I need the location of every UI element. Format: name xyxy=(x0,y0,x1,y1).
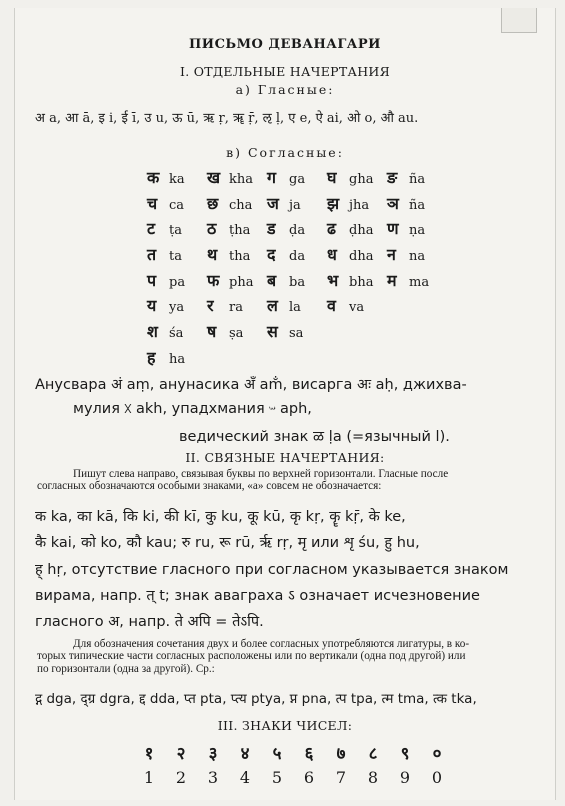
consonant-cell xyxy=(327,294,387,316)
consonant-cell xyxy=(327,269,387,291)
consonant-cell xyxy=(147,243,207,265)
consonant-row xyxy=(147,166,447,192)
ligature-examples-line-2: कै kai, को ko, कौ kau; रु ru, रू rū, रृ rṛ, मृ или शृ śu, हु hu, xyxy=(35,535,420,551)
consonant-cell xyxy=(207,294,267,316)
consonant-translit: ya xyxy=(169,300,185,316)
devanagari-numeral: ५ xyxy=(272,744,282,764)
consonant-glyph: ल xyxy=(267,296,278,316)
consonant-glyph: ण xyxy=(387,219,399,239)
consonant-glyph: झ xyxy=(327,193,340,213)
consonant-cell xyxy=(387,192,447,214)
devanagari-numeral: ६ xyxy=(304,744,314,764)
consonant-translit: ṣa xyxy=(229,326,244,342)
latin-numeral: 7 xyxy=(335,768,347,787)
consonant-cell xyxy=(387,243,447,265)
consonant-translit: ña xyxy=(409,172,426,187)
consonant-row xyxy=(147,320,447,346)
consonant-translit: ṭa xyxy=(169,223,182,239)
consonant-row xyxy=(147,269,447,295)
consonant-translit: ca xyxy=(169,197,185,213)
consonant-cell xyxy=(267,320,327,342)
vowels-subheading: а) Гласные: xyxy=(235,82,335,97)
consonant-cell xyxy=(207,320,267,342)
consonant-glyph: म xyxy=(387,270,397,290)
latin-numeral: 9 xyxy=(399,768,411,787)
consonant-translit: ṭha xyxy=(229,223,251,239)
anusvara-line: Анусвара अं aṃ, анунасика अँ am̐, висарга अः aḥ, джихва- xyxy=(35,377,467,393)
consonant-glyph: ह xyxy=(147,347,156,367)
consonant-glyph: भ xyxy=(327,270,339,290)
consonant-translit: tha xyxy=(229,249,251,265)
consonant-glyph: श xyxy=(147,322,158,342)
latin-numeral: 6 xyxy=(303,768,315,787)
consonant-glyph: क xyxy=(147,168,160,187)
consonant-row xyxy=(147,192,447,218)
virama-line-1: ह् hṛ, отсутствие гласного при согласном указывается знаком xyxy=(35,562,509,578)
consonant-glyph: ट xyxy=(147,219,156,239)
vowels-line: अ a, आ ā, इ i, ई ī, उ u, ऊ ū, ऋ ṛ, ॠ ṝ, ऌ ḷ, ए e, ऐ ai, ओ o, औ au. xyxy=(35,111,419,126)
consonant-glyph: घ xyxy=(327,168,337,187)
consonant-translit: ma xyxy=(409,274,430,290)
devanagari-numeral: ७ xyxy=(336,744,346,764)
consonant-glyph: द xyxy=(267,245,276,265)
latin-numeral: 2 xyxy=(175,768,187,787)
latin-numerals xyxy=(133,768,453,787)
consonant-cell xyxy=(327,217,387,239)
consonant-glyph: च xyxy=(147,193,158,213)
virama-line-2: вирама, напр. त् t; знак аваграха ऽ означает исчезновение xyxy=(35,588,480,604)
consonant-translit: ra xyxy=(229,300,243,316)
consonant-translit: pa xyxy=(169,274,186,290)
consonant-cell xyxy=(147,269,207,291)
consonant-translit: ta xyxy=(169,249,182,265)
consonant-cell xyxy=(267,217,327,239)
consonant-translit: gha xyxy=(349,172,374,187)
consonant-cell xyxy=(327,166,387,188)
consonant-glyph: ढ xyxy=(327,219,337,239)
ligature-examples-line-1: क ka, का kā, कि ki, की kī, कु ku, कू kū, कृ kṛ, कॄ kṝ, के ke, xyxy=(35,509,406,525)
consonant-cell xyxy=(147,320,207,342)
devanagari-numeral: २ xyxy=(176,744,186,764)
devanagari-numeral: ० xyxy=(432,744,442,764)
consonant-translit: ḍa xyxy=(289,223,306,239)
section-2-heading: II. СВЯЗНЫЕ НАЧЕРТАНИЯ: xyxy=(185,450,385,465)
consonant-translit: da xyxy=(289,249,306,265)
consonant-cell xyxy=(387,217,447,239)
consonant-translit: na xyxy=(409,249,426,265)
consonant-translit: ga xyxy=(289,172,306,187)
scan-edge-mark xyxy=(501,8,537,33)
consonant-glyph: ञ xyxy=(387,193,399,213)
devanagari-numeral: १ xyxy=(144,744,154,764)
consonant-cell xyxy=(207,166,267,188)
paragraph-2 xyxy=(37,638,537,675)
consonant-translit: ḍha xyxy=(349,223,374,239)
latin-numeral: 3 xyxy=(207,768,219,787)
consonant-translit: śa xyxy=(169,326,184,342)
consonant-glyph: ङ xyxy=(387,168,398,187)
devanagari-numeral: ८ xyxy=(368,744,378,764)
vedic-sign-line: ведический знак ळ ḷa (=язычный l). xyxy=(179,429,450,445)
paragraph-1 xyxy=(37,468,537,493)
consonant-translit: kha xyxy=(229,172,254,187)
devanagari-numeral: ४ xyxy=(240,744,250,764)
consonant-glyph: व xyxy=(327,296,336,316)
consonant-ligatures-line: द्ग dga, द्ग्र dgra, द्द dda, प्त pta, प्त्य ptya, प्न pna, त्प tpa, त्म tma, त्क tka, xyxy=(35,691,477,707)
latin-numeral: 4 xyxy=(239,768,251,787)
consonant-cell xyxy=(147,192,207,214)
consonant-glyph: ख xyxy=(207,168,221,187)
section-3-heading: III. ЗНАКИ ЧИСЕЛ: xyxy=(217,718,353,733)
latin-numeral: 5 xyxy=(271,768,283,787)
devanagari-numeral: ९ xyxy=(400,744,410,764)
consonant-cell xyxy=(387,166,447,188)
consonant-translit: la xyxy=(289,300,301,316)
consonant-glyph: ध xyxy=(327,245,337,265)
consonant-translit: pha xyxy=(229,274,254,290)
consonant-translit: jha xyxy=(349,197,370,213)
consonant-glyph: ग xyxy=(267,168,277,187)
consonant-cell xyxy=(207,269,267,291)
consonants-table xyxy=(147,166,447,372)
paragraph-2-line-3: по горизонтали (одна за другой). Ср.: xyxy=(37,662,215,675)
consonant-cell xyxy=(267,166,327,188)
consonant-cell xyxy=(147,217,207,239)
consonant-translit: ṇa xyxy=(409,223,426,239)
consonant-glyph: ड xyxy=(267,219,276,239)
paragraph-1-line-1: Пишут слева направо, связывая буквы по верхней горизонтали. Гласные после xyxy=(73,468,449,480)
consonant-translit: cha xyxy=(229,197,253,213)
devanagari-numerals xyxy=(133,741,453,764)
jihvamuliya-line: мулия ᳵ akh, упадхмания ᳶ aph, xyxy=(73,401,312,417)
consonant-row xyxy=(147,217,447,243)
consonants-subheading: в) Согласные: xyxy=(226,145,344,160)
consonant-cell xyxy=(387,269,447,291)
consonant-glyph: ष xyxy=(207,322,217,342)
consonant-cell xyxy=(267,294,327,316)
paragraph-2-line-1: Для обозначения сочетания двух и более согласных употребляются лигатуры, в ко- xyxy=(73,638,470,650)
latin-numeral: 8 xyxy=(367,768,379,787)
consonant-cell xyxy=(327,243,387,265)
consonant-glyph: ज xyxy=(267,193,279,213)
consonant-translit: dha xyxy=(349,249,374,265)
consonant-row xyxy=(147,243,447,269)
consonant-cell xyxy=(207,243,267,265)
consonant-cell xyxy=(327,192,387,214)
section-1-heading: I. ОТДЕЛЬНЫЕ НАЧЕРТАНИЯ xyxy=(179,64,391,79)
consonant-glyph: न xyxy=(387,245,396,265)
consonant-row xyxy=(147,294,447,320)
consonant-translit: sa xyxy=(289,326,304,342)
consonant-glyph: त xyxy=(147,245,157,265)
consonant-row xyxy=(147,346,447,372)
consonant-glyph: थ xyxy=(207,245,218,265)
consonant-translit: va xyxy=(349,300,365,316)
consonant-glyph: य xyxy=(147,296,157,316)
consonant-cell xyxy=(207,192,267,214)
consonant-translit: ja xyxy=(289,197,301,213)
consonant-cell xyxy=(207,217,267,239)
consonant-translit: bha xyxy=(349,274,374,290)
consonant-glyph: छ xyxy=(207,193,219,213)
consonant-glyph: प xyxy=(147,270,157,290)
paragraph-2-line-2: торых типические части согласных расположены или по вертикали (одна под другой) или xyxy=(37,650,466,663)
paragraph-1-line-2: согласных обозначаются особыми знаками, «а» совсем не обозначается: xyxy=(37,480,382,493)
consonant-cell xyxy=(147,294,207,316)
consonant-glyph: ठ xyxy=(207,219,217,239)
latin-numeral: 1 xyxy=(143,768,155,787)
consonant-translit: ba xyxy=(289,274,306,290)
consonant-cell xyxy=(267,269,327,291)
consonant-glyph: स xyxy=(267,322,278,342)
devanagari-numeral: ३ xyxy=(208,744,218,764)
page-title: ПИСЬМО ДЕВАНАГАРИ xyxy=(189,37,381,52)
consonant-cell xyxy=(267,243,327,265)
consonant-glyph: ब xyxy=(267,270,277,290)
consonant-glyph: फ xyxy=(207,270,220,290)
consonant-translit: ka xyxy=(169,172,185,187)
consonant-cell xyxy=(147,166,207,188)
consonant-glyph: र xyxy=(207,296,214,316)
consonant-cell xyxy=(147,346,207,368)
virama-line-3: гласного अ, напр. ते अपि = तेऽपि. xyxy=(35,614,264,630)
latin-numeral: 0 xyxy=(431,768,443,787)
consonant-translit: ha xyxy=(169,351,186,367)
consonant-cell xyxy=(267,192,327,214)
consonant-translit: ña xyxy=(409,197,426,213)
document-page xyxy=(14,8,556,800)
